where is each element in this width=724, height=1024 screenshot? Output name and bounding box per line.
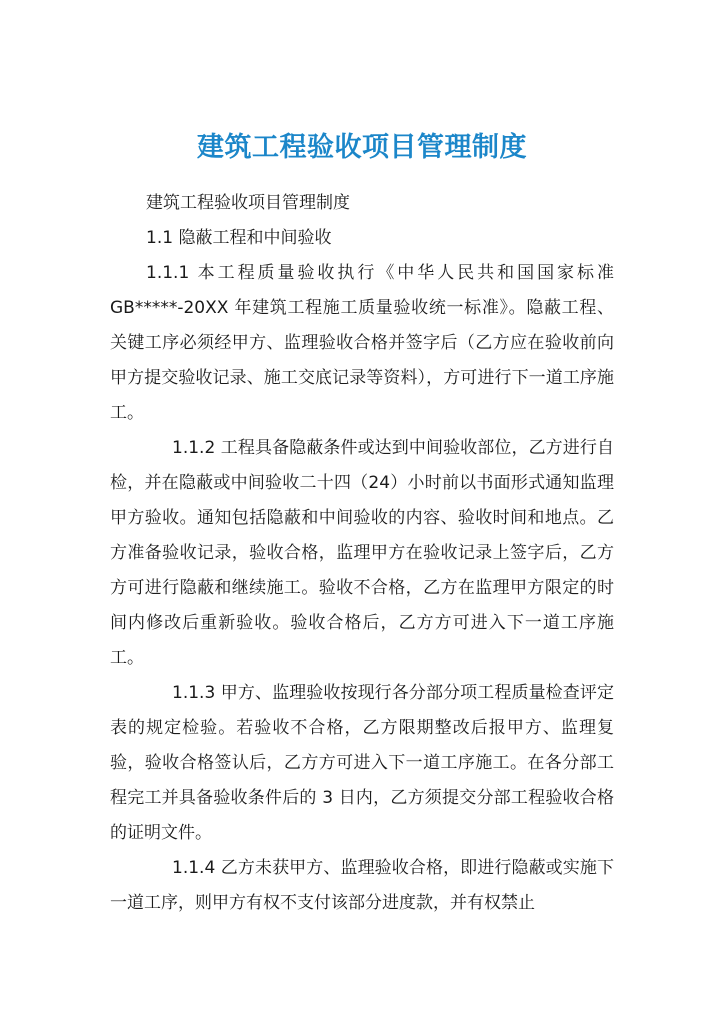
paragraph-1-1-2: 1.1.2 工程具备隐蔽条件或达到中间验收部位，乙方进行自检，并在隐蔽或中间验收二十四（24）小时前以书面形式通知监理甲方验收。通知包括隐蔽和中间验收的内容、验收时间和地点。乙方准备验收记录，验收合格，监理甲方在验收记录上签字后，乙方方可进行隐蔽和继续施工。验收不合格，乙方在监理甲方限定的时间内修改后重新验收。验收合格后，乙方方可进入下一道工序施工。 [110,438,614,668]
paragraph-1-1-1: 1.1.1 本工程质量验收执行《中华人民共和国国家标准GB*****-20XX 年建筑工程施工质量验收统一标准》。隐蔽工程、关键工序必须经甲方、监理验收合格并签字后（乙方应在验收前向甲方提交验收记录、施工交底记录等资料），方可进行下一道工序施工。 [110,263,614,423]
paragraph-1-1-3: 1.1.3 甲方、监理验收按现行各分部分项工程质量检查评定表的规定检验。若验收不合格，乙方限期整改后报甲方、监理复验，验收合格签认后，乙方方可进入下一道工序施工。在各分部工程完工并具备验收条件后的 3 日内，乙方须提交分部工程验收合格的证明文件。 [110,683,614,843]
document-body [110,186,614,921]
document-title: 建筑工程验收项目管理制度 [197,132,527,164]
paragraph-heading-repeat: 建筑工程验收项目管理制度 [146,193,350,213]
paragraph-1-1-4: 1.1.4 乙方未获甲方、监理验收合格，即进行隐蔽或实施下一道工序，则甲方有权不支付该部分进度款，并有权禁止 [110,858,614,913]
section-heading-1-1: 1.1 隐蔽工程和中间验收 [146,228,332,248]
